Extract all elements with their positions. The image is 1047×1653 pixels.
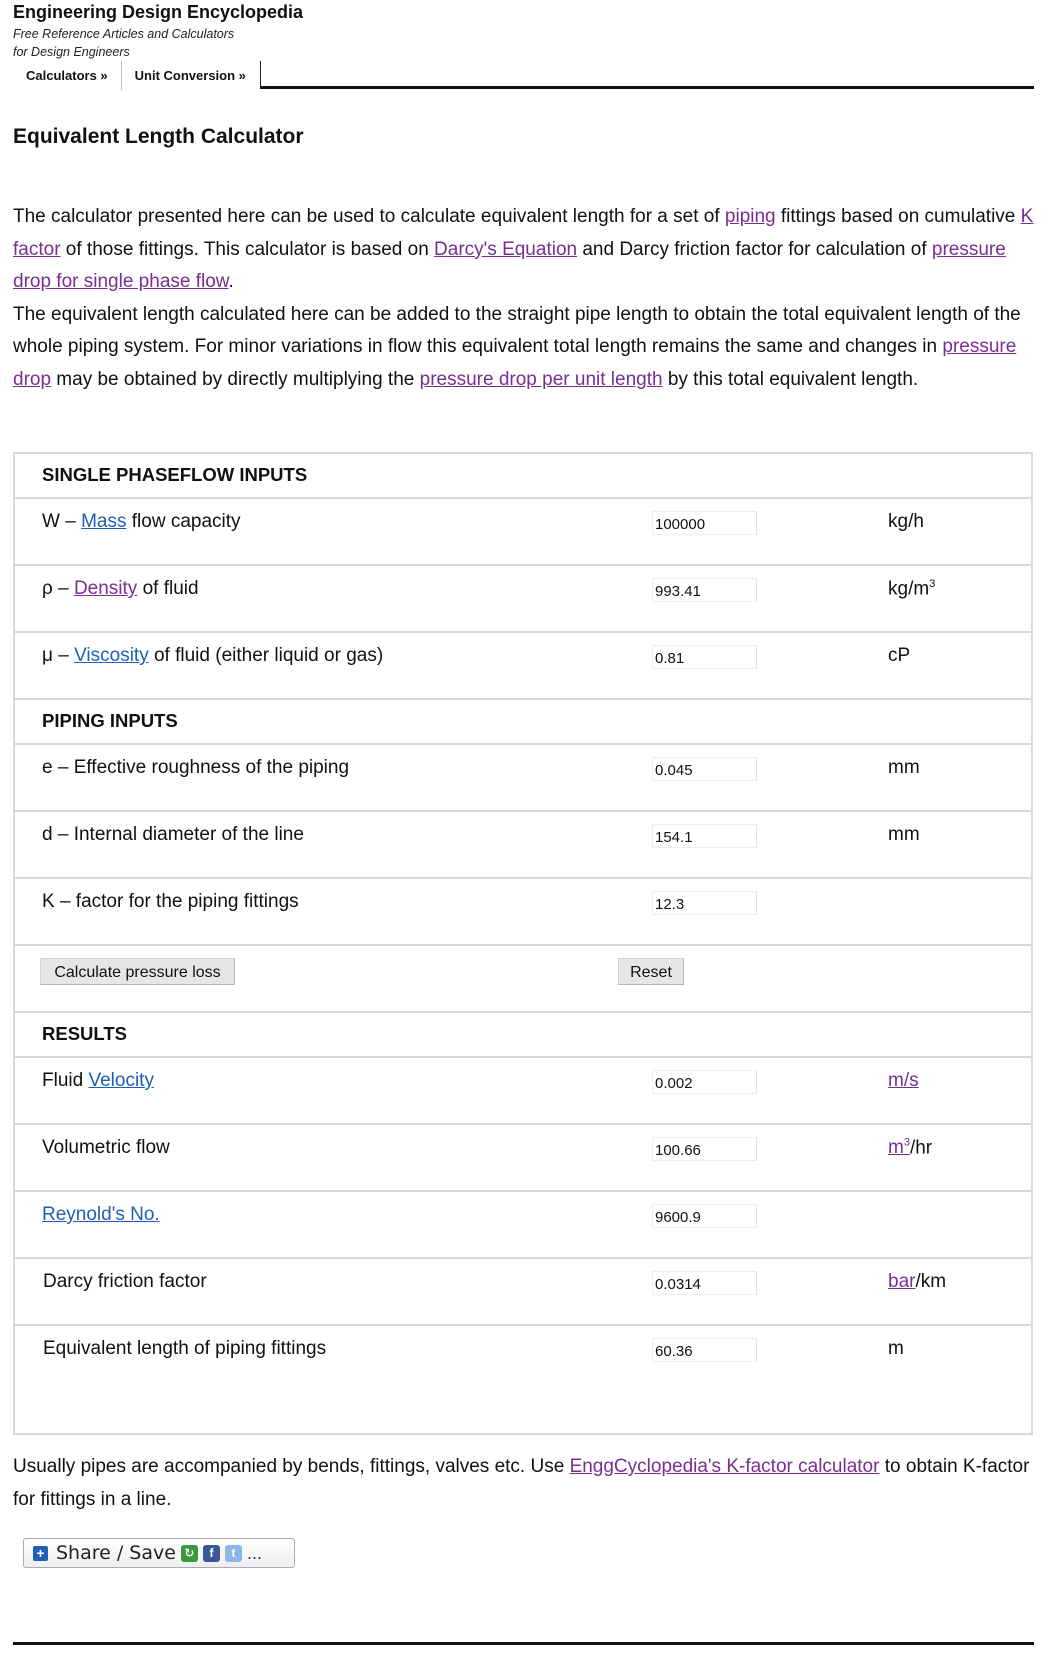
link-unit-bar[interactable]: bar <box>888 1271 916 1292</box>
twitter-icon[interactable]: t <box>225 1545 242 1562</box>
section-heading-row <box>15 1013 1031 1058</box>
share-save-label: Share / Save <box>56 1542 176 1564</box>
row-reynolds <box>15 1192 1031 1259</box>
equivalent-length-unit: m <box>888 1338 904 1359</box>
intro-paragraph <box>13 201 1035 396</box>
nav-rule <box>261 86 1034 89</box>
intro-text: The equivalent length calculated here can be added to the straight pipe length to obtain the total equivalent length of the whole piping system. For minor variations in flow this equivalent total length remains the same and changes in <box>13 303 1021 357</box>
main-nav <box>13 61 259 90</box>
unit-text: m <box>888 1137 904 1159</box>
link-viscosity[interactable]: Viscosity <box>74 645 149 666</box>
unit-suffix: /km <box>915 1271 947 1292</box>
unit-superscript: 3 <box>903 1137 910 1149</box>
equivalent-length-label: Equivalent length of piping fittings <box>43 1338 327 1359</box>
diameter-input[interactable] <box>652 824 757 848</box>
roughness-input[interactable] <box>652 757 757 781</box>
row-buttons <box>15 946 1031 1013</box>
volumetric-flow-label: Volumetric flow <box>42 1137 170 1158</box>
diameter-label: d – Internal diameter of the line <box>42 824 304 845</box>
section-heading-single-phase: SINGLE PHASEFLOW INPUTS <box>42 464 308 485</box>
link-pressure-drop-single-phase[interactable]: pressure drop for single phase flow <box>13 238 1006 292</box>
mass-flow-label <box>42 511 241 533</box>
intro-text: of those fittings. This calculator is based on <box>60 238 435 260</box>
k-factor-label: K – factor for the piping fittings <box>42 891 299 912</box>
mass-flow-unit: kg/h <box>888 511 924 532</box>
viscosity-label <box>42 645 383 667</box>
nav-divider <box>260 61 261 89</box>
link-k-factor[interactable]: K factor <box>13 206 1034 260</box>
label-suffix: of fluid <box>137 578 199 599</box>
row-volumetric-flow <box>15 1125 1031 1192</box>
roughness-label: e – Effective roughness of the piping <box>42 757 350 778</box>
row-k-factor <box>15 879 1031 946</box>
link-darcys-equation[interactable]: Darcy's Equation <box>434 238 578 260</box>
darcy-friction-output[interactable] <box>652 1271 757 1295</box>
row-viscosity <box>15 633 1031 700</box>
intro-text: fittings based on cumulative <box>775 206 1021 227</box>
label-prefix: μ – <box>42 645 75 666</box>
site-title[interactable]: Engineering Design Encyclopedia <box>13 2 304 22</box>
section-heading-row <box>15 700 1031 745</box>
page-title: Equivalent Length Calculator <box>13 125 304 148</box>
section-heading-row <box>15 454 1031 499</box>
link-piping[interactable]: piping <box>724 206 776 227</box>
link-density[interactable]: Density <box>73 578 138 599</box>
share-save-button[interactable] <box>23 1538 295 1568</box>
calculate-button[interactable]: Calculate pressure loss <box>40 958 235 985</box>
density-label <box>42 578 199 600</box>
darcy-friction-unit <box>888 1271 946 1293</box>
row-density <box>15 566 1031 633</box>
velocity-output[interactable] <box>652 1070 757 1094</box>
link-unit-m-s[interactable]: m/s <box>888 1070 919 1091</box>
reset-button[interactable]: Reset <box>618 958 684 985</box>
reynolds-output[interactable] <box>652 1204 757 1228</box>
outro-paragraph <box>13 1451 1035 1516</box>
k-factor-input[interactable] <box>652 891 757 915</box>
label-suffix: flow capacity <box>126 511 241 532</box>
equivalent-length-output[interactable] <box>652 1338 757 1362</box>
unit-suffix: /hr <box>909 1137 933 1159</box>
intro-text: . <box>228 271 234 292</box>
velocity-unit <box>888 1070 919 1092</box>
nav-calculators[interactable]: Calculators » <box>13 61 122 90</box>
link-velocity[interactable]: Velocity <box>88 1070 154 1091</box>
volumetric-flow-unit <box>888 1137 932 1159</box>
roughness-unit: mm <box>888 757 920 778</box>
row-roughness <box>15 745 1031 812</box>
viscosity-input[interactable] <box>652 645 757 669</box>
label-suffix: of fluid (either liquid or gas) <box>148 645 384 666</box>
plus-icon: + <box>33 1546 48 1561</box>
link-reynolds-number[interactable]: Reynold's No. <box>42 1204 160 1225</box>
row-darcy-friction <box>15 1259 1031 1326</box>
share-more[interactable]: ... <box>246 1542 262 1563</box>
density-unit <box>888 578 935 600</box>
section-heading-results: RESULTS <box>42 1023 127 1044</box>
row-diameter <box>15 812 1031 879</box>
calculator-table <box>13 452 1033 1435</box>
site-tagline-line2: for Design Engineers <box>13 45 130 59</box>
label-prefix: W – <box>42 511 82 532</box>
link-k-factor-calculator[interactable]: EnggCyclopedia's K-factor calculator <box>569 1456 880 1477</box>
viscosity-unit: cP <box>888 645 911 666</box>
intro-text: by this total equivalent length. <box>662 368 919 390</box>
label-prefix: ρ – <box>42 578 74 599</box>
unit-text: kg/m <box>888 578 930 600</box>
facebook-icon[interactable]: f <box>203 1545 220 1562</box>
intro-text: may be obtained by directly multiplying the <box>51 368 420 390</box>
label-prefix: Fluid <box>42 1070 89 1091</box>
footer-rule <box>13 1642 1034 1645</box>
velocity-label <box>42 1070 154 1092</box>
mass-flow-input[interactable] <box>652 511 757 535</box>
row-mass-flow <box>15 499 1031 566</box>
google-icon[interactable]: ↻ <box>181 1545 198 1562</box>
row-equivalent-length <box>15 1326 1031 1393</box>
outro-text: to obtain K-factor for fittings in a line. <box>13 1456 1030 1510</box>
link-pressure-drop[interactable]: pressure drop <box>13 336 1017 390</box>
density-input[interactable] <box>652 578 757 602</box>
unit-superscript: 3 <box>929 578 936 590</box>
diameter-unit: mm <box>888 824 920 845</box>
link-pressure-drop-per-unit-length[interactable]: pressure drop per unit length <box>419 368 663 390</box>
darcy-friction-label: Darcy friction factor <box>43 1271 207 1292</box>
volumetric-flow-output[interactable] <box>652 1137 757 1161</box>
link-mass[interactable]: Mass <box>81 511 127 532</box>
link-unit-m3[interactable] <box>888 1137 910 1158</box>
intro-text: The calculator presented here can be used to calculate equivalent length for a set of <box>13 206 725 227</box>
section-heading-piping: PIPING INPUTS <box>42 710 178 731</box>
outro-text: Usually pipes are accompanied by bends, fittings, valves etc. Use <box>13 1456 570 1477</box>
intro-text: and Darcy friction factor for calculation of <box>577 238 932 260</box>
site-tagline-line1: Free Reference Articles and Calculators <box>13 27 235 41</box>
nav-unit-conversion[interactable]: Unit Conversion » <box>134 68 246 83</box>
reynolds-label <box>42 1204 160 1226</box>
row-velocity <box>15 1058 1031 1125</box>
